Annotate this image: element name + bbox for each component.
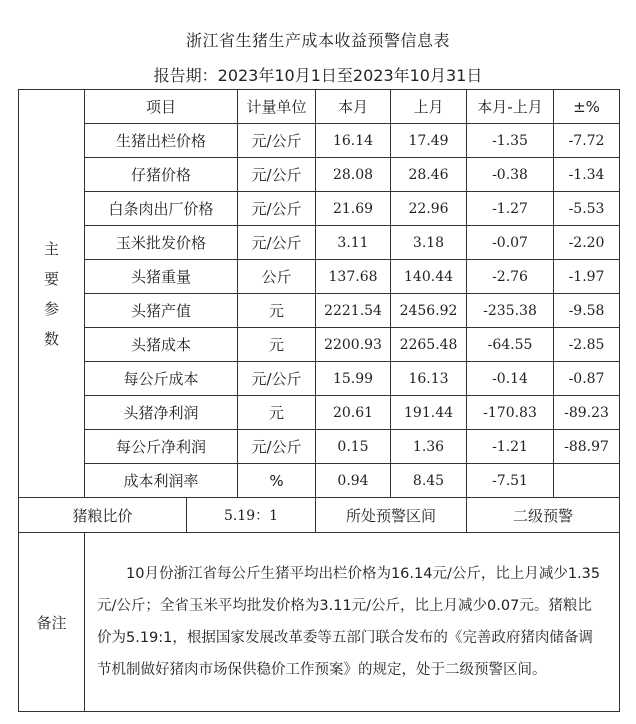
row-last-month: 191.44: [391, 396, 467, 430]
row-pct: -88.97: [554, 430, 620, 464]
zone-value: 二级预警: [467, 498, 620, 533]
row-last-month: 8.45: [391, 464, 467, 498]
row-unit: 元/公斤: [238, 226, 316, 260]
row-this-month: 0.94: [316, 464, 391, 498]
header-diff: 本月-上月: [467, 90, 554, 124]
row-last-month: 28.46: [391, 158, 467, 192]
row-this-month: 3.11: [316, 226, 391, 260]
row-diff: -0.38: [467, 158, 554, 192]
row-unit: 元/公斤: [238, 362, 316, 396]
row-this-month: 20.61: [316, 396, 391, 430]
table-row: [19, 260, 620, 294]
side-char: 数: [43, 329, 59, 348]
row-last-month: 16.13: [391, 362, 467, 396]
row-unit: 元/公斤: [238, 192, 316, 226]
header-this-month: 本月: [316, 90, 391, 124]
row-pct: -2.20: [554, 226, 620, 260]
row-diff: -170.83: [467, 396, 554, 430]
row-this-month: 137.68: [316, 260, 391, 294]
row-diff: -2.76: [467, 260, 554, 294]
row-last-month: 2456.92: [391, 294, 467, 328]
document-title: 浙江省生猪生产成本收益预警信息表: [185, 31, 450, 50]
row-diff: -1.27: [467, 192, 554, 226]
row-diff: -235.38: [467, 294, 554, 328]
header-last-month: 上月: [391, 90, 467, 124]
table-row: [19, 328, 620, 362]
row-pct: -9.58: [554, 294, 620, 328]
row-last-month: 2265.48: [391, 328, 467, 362]
row-last-month: 17.49: [391, 124, 467, 158]
zone-label: 所处预警区间: [316, 498, 467, 533]
row-unit: 元: [238, 396, 316, 430]
row-pct: -2.85: [554, 328, 620, 362]
table-row: [19, 396, 620, 430]
header-unit: 计量单位: [238, 90, 316, 124]
row-this-month: 15.99: [316, 362, 391, 396]
row-item: 头猪产值: [85, 294, 238, 328]
ratio-label: 猪粮比价: [19, 498, 187, 533]
row-unit: %: [238, 464, 316, 498]
row-pct: [554, 464, 620, 498]
row-diff: -64.55: [467, 328, 554, 362]
row-pct: -1.34: [554, 158, 620, 192]
row-this-month: 16.14: [316, 124, 391, 158]
row-item: 成本利润率: [85, 464, 238, 498]
table-row: [19, 124, 620, 158]
row-last-month: 22.96: [391, 192, 467, 226]
row-item: 仔猪价格: [85, 158, 238, 192]
table-row: [19, 430, 620, 464]
table-row: [19, 294, 620, 328]
table-row: [19, 362, 620, 396]
row-diff: -0.14: [467, 362, 554, 396]
row-this-month: 0.15: [316, 430, 391, 464]
ratio-row: [19, 498, 620, 533]
side-char: 参: [43, 299, 59, 318]
table-row: [19, 192, 620, 226]
warning-info-table: [18, 89, 620, 712]
row-item: 头猪成本: [85, 328, 238, 362]
row-unit: 元/公斤: [238, 430, 316, 464]
side-char: 主: [43, 239, 59, 258]
row-last-month: 140.44: [391, 260, 467, 294]
row-item: 生猪出栏价格: [85, 124, 238, 158]
row-pct: -89.23: [554, 396, 620, 430]
row-unit: 元/公斤: [238, 124, 316, 158]
row-pct: -1.97: [554, 260, 620, 294]
remarks-label: 备注: [19, 533, 85, 712]
row-item: 玉米批发价格: [85, 226, 238, 260]
row-pct: -7.72: [554, 124, 620, 158]
row-pct: -0.87: [554, 362, 620, 396]
remarks-row: [19, 533, 620, 712]
header-row: [19, 90, 620, 124]
row-diff: -0.07: [467, 226, 554, 260]
side-char: 要: [43, 269, 59, 288]
main-params-label: [19, 90, 85, 498]
row-last-month: 3.18: [391, 226, 467, 260]
row-unit: 元: [238, 294, 316, 328]
ratio-value: 5.19：1: [187, 498, 316, 533]
remarks-text: 10月份浙江省每公斤生猪平均出栏价格为16.14元/公斤，比上月减少1.35元/公斤；全省玉米平均批发价格为3.11元/公斤，比上月减少0.07元。猪粮比价为5.19:1，根据国家发展改革委等五部门联合发布的《完善政府猪肉储备调节机制做好猪肉市场保供稳价工作预案》的规定，处于二级预警区间。: [85, 533, 620, 712]
row-item: 白条肉出厂价格: [85, 192, 238, 226]
table-row: [19, 226, 620, 260]
row-unit: 公斤: [238, 260, 316, 294]
header-item: 项目: [85, 90, 238, 124]
row-unit: 元: [238, 328, 316, 362]
row-item: 头猪重量: [85, 260, 238, 294]
row-item: 头猪净利润: [85, 396, 238, 430]
table-row: [19, 158, 620, 192]
row-this-month: 28.08: [316, 158, 391, 192]
header-pct: ±%: [554, 90, 620, 124]
row-item: 每公斤净利润: [85, 430, 238, 464]
row-unit: 元/公斤: [238, 158, 316, 192]
row-item: 每公斤成本: [85, 362, 238, 396]
report-period: 报告期：2023年10月1日至2023年10月31日: [153, 66, 483, 85]
row-last-month: 1.36: [391, 430, 467, 464]
row-diff: -1.35: [467, 124, 554, 158]
row-diff: -1.21: [467, 430, 554, 464]
row-pct: -5.53: [554, 192, 620, 226]
row-this-month: 21.69: [316, 192, 391, 226]
row-this-month: 2221.54: [316, 294, 391, 328]
row-diff: -7.51: [467, 464, 554, 498]
table-row: [19, 464, 620, 498]
row-this-month: 2200.93: [316, 328, 391, 362]
